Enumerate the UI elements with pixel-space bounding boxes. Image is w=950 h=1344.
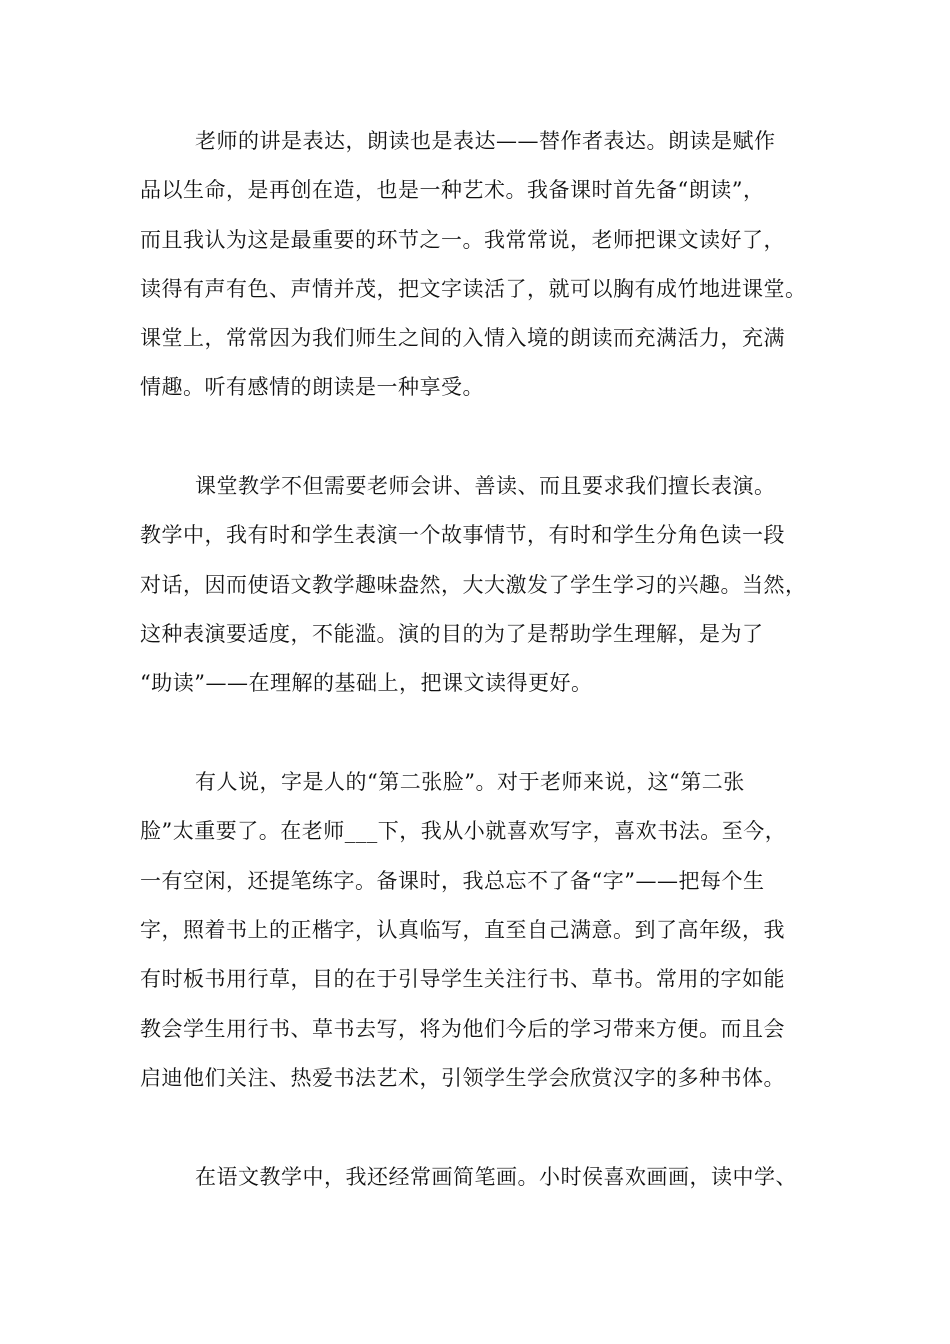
text-line: 有人说，字是人的“第二张脸”。对于老师来说，这“第二张: [195, 770, 745, 794]
text-line: 启迪他们关注、热爱书法艺术，引领学生学会欣赏汉字的多种书体。: [140, 1066, 785, 1090]
text-line: 品以生命，是再创在造，也是一种艺术。我备课时首先备“朗读”，: [140, 178, 765, 202]
text-line: 对话，因而使语文教学趣味盎然，大大激发了学生学习的兴趣。当然，: [140, 573, 807, 597]
text-line: 脸”太重要了。在老师___下，我从小就喜欢写字，喜欢书法。至今，: [140, 819, 787, 843]
text-line: 这种表演要适度，不能滥。演的目的为了是帮助学生理解，是为了: [140, 622, 764, 646]
text-line: 课堂教学不但需要老师会讲、善读、而且要求我们擅长表演。: [195, 474, 776, 498]
text-line: 一有空闲，还提笔练字。备课时，我总忘不了备“字”——把每个生: [140, 869, 765, 893]
text-line: 课堂上，常常因为我们师生之间的入情入境的朗读而充满活力，充满: [140, 326, 785, 350]
text-line: 教会学生用行书、草书去写，将为他们今后的学习带来方便。而且会: [140, 1017, 785, 1041]
text-line: 老师的讲是表达，朗读也是表达——替作者表达。朗读是赋作: [195, 129, 776, 153]
text-line: 读得有声有色、声情并茂，把文字读活了，就可以胸有成竹地进课堂。: [140, 277, 807, 301]
text-line: 情趣。听有感情的朗读是一种享受。: [140, 375, 484, 399]
text-line: 而且我认为这是最重要的环节之一。我常常说，老师把课文读好了，: [140, 228, 785, 252]
text-line: 教学中，我有时和学生表演一个故事情节，有时和学生分角色读一段: [140, 523, 785, 547]
text-line: 在语文教学中，我还经常画简笔画。小时侯喜欢画画，读中学、: [195, 1165, 797, 1189]
text-line: 字，照着书上的正楷字，认真临写，直至自己满意。到了高年级，我: [140, 918, 785, 942]
text-line: “助读”——在理解的基础上，把课文读得更好。: [140, 671, 593, 695]
text-line: 有时板书用行草，目的在于引导学生关注行书、草书。常用的字如能: [140, 967, 785, 991]
